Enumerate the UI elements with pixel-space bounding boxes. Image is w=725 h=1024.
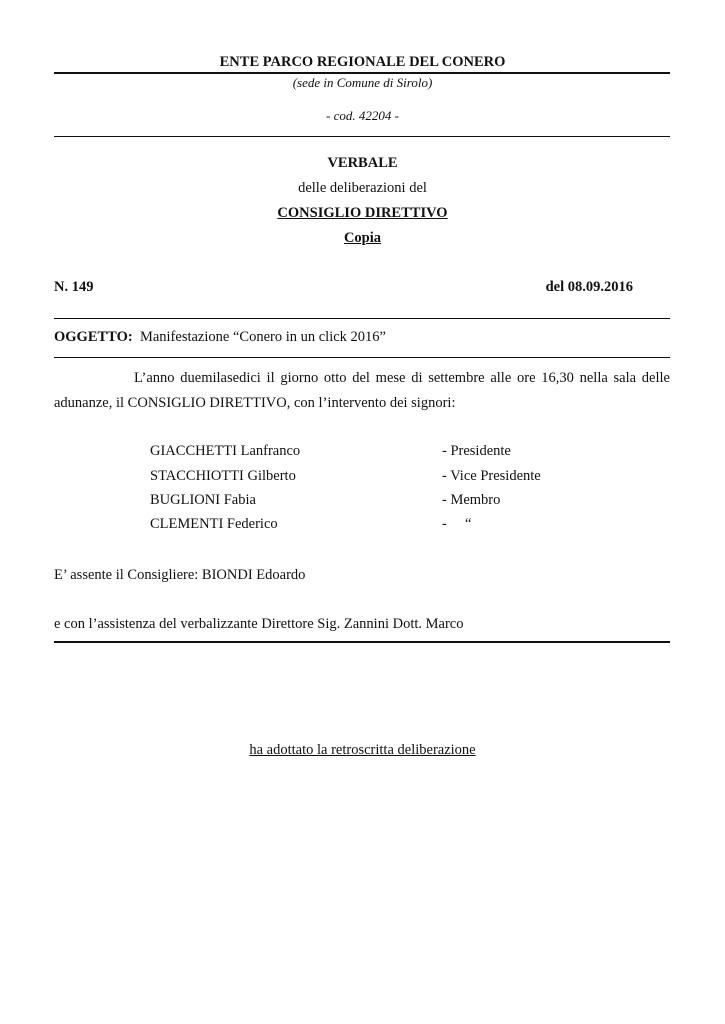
adoption-statement: ha adottato la retroscritta deliberazione [249, 742, 476, 758]
divider [54, 318, 670, 319]
attendee-name: STACCHIOTTI Gilberto [150, 468, 296, 484]
verbale-title: VERBALE [327, 155, 398, 171]
code-text: - cod. 42204 - [326, 108, 399, 123]
attendee-name: GIACCHETTI Lanfranco [150, 443, 301, 459]
body-paragraph-line1: L’anno duemilasedici il giorno otto del mese di settembre alle ore 16,30 nella sala delle [134, 370, 670, 386]
copy-label: Copia [343, 230, 382, 246]
attendee-role: - Membro [442, 492, 501, 508]
assistance-text: e con l’assistenza del verbalizzante Direttore Sig. Zannini Dott. Marco [54, 616, 464, 632]
attendee-name: CLEMENTI Federico [150, 516, 278, 532]
attendee-role: - Vice Presidente [442, 468, 541, 484]
divider [54, 136, 670, 137]
organization-name: ENTE PARCO REGIONALE DEL CONERO [219, 54, 506, 70]
subject-text: Manifestazione “Conero in un click 2016” [139, 329, 386, 345]
attendee-name: BUGLIONI Fabia [150, 492, 256, 508]
verbale-subtitle: delle deliberazioni del [298, 180, 427, 196]
board-name: CONSIGLIO DIRETTIVO [277, 205, 448, 221]
deliberation-number: N. 149 [54, 279, 94, 295]
absent-text: E’ assente il Consigliere: BIONDI Edoardo [54, 567, 306, 583]
seat-text: (sede in Comune di Sirolo) [292, 75, 433, 90]
divider [54, 641, 670, 643]
body-paragraph-line2: adunanze, il CONSIGLIO DIRETTIVO, con l’intervento dei signori: [54, 395, 456, 411]
attendee-role: - Presidente [442, 443, 511, 459]
divider [54, 72, 670, 74]
subject-label: OGGETTO: [54, 329, 133, 345]
divider [54, 357, 670, 358]
attendee-role: - “ [442, 516, 472, 532]
subject-row [54, 329, 386, 346]
deliberation-date: del 08.09.2016 [545, 279, 633, 295]
